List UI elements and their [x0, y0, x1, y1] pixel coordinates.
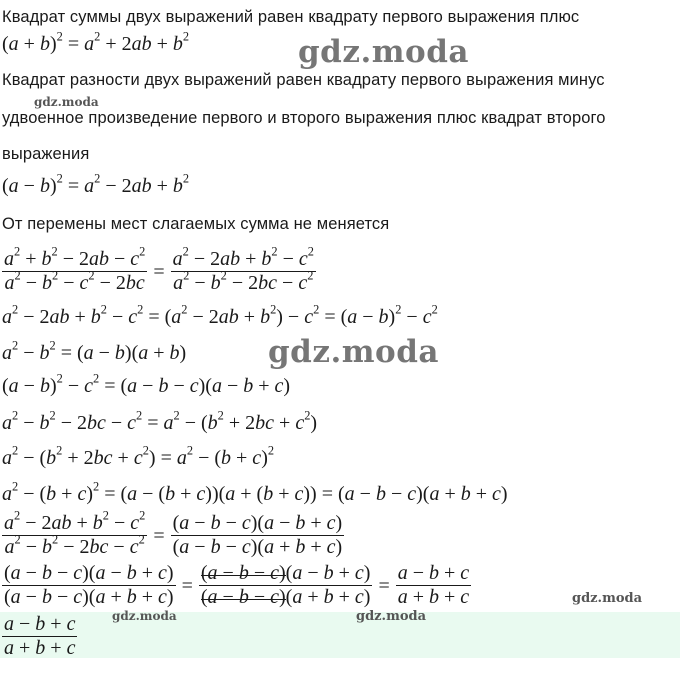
commutative-text: От перемены мест слагаемых сумма не меняется: [2, 215, 390, 233]
diff-rule-text-line1: Квадрат разности двух выражений равен квадрату первого выражения минус: [2, 71, 605, 89]
formula-step-8: $\frac{a^2 - 2ab + b^2 - c^2}{a^2 - b^2 - 2bc - c^2}$ = $\frac{(a - b - c)(a - b + c)}{(a - b - c)(a + b + c)}$: [4, 508, 343, 558]
watermark-small: gdz.moda: [112, 609, 177, 623]
formula-square-of-sum: $(a + b)^2 = a^2 + 2ab + b^2$: [2, 29, 190, 55]
formula-step-4: $(a - b)^2 - c^2 = (a - b - c)(a - b + c)$: [2, 371, 291, 397]
formula-step-9: $\frac{(a - b - c)(a - b + c)}{(a - b - c)(a + b + c)}$ = $\frac{(a - b - c)(a - b + c)}{(a - b - c)(a + b + c)}$ = $\frac{a - b + c}{a + b + c}$: [4, 562, 470, 608]
sum-rule-text: Квадрат суммы двух выражений равен квадрату первого выражения плюс: [2, 8, 580, 26]
watermark-logo: gdz.moda: [268, 334, 439, 370]
formula-step-6: $a^2 - (b^2 + 2bc + c^2) = a^2 - (b + c)^2$: [2, 443, 275, 469]
formula-square-of-difference: $(a - b)^2 = a^2 - 2ab + b^2$: [2, 171, 190, 197]
watermark-small: gdz.moda: [572, 591, 643, 606]
diff-rule-text-line3: выражения: [2, 145, 90, 163]
formula-step-2: $a^2 - 2ab + b^2 - c^2 = (a^2 - 2ab + b^2) - c^2 = (a - b)^2 - c^2$: [2, 302, 438, 328]
watermark-logo: gdz.moda: [298, 34, 469, 70]
answer-highlight: [0, 612, 680, 658]
final-answer: $\frac{a - b + c}{a + b + c}$: [4, 613, 76, 659]
watermark-small: gdz.moda: [356, 609, 427, 624]
formula-step-3: $a^2 - b^2 = (a - b)(a + b)$: [2, 338, 187, 364]
formula-step-7: $a^2 - (b + c)^2 = (a - (b + c))(a + (b + c)) = (a - b - c)(a + b + c)$: [2, 479, 508, 505]
formula-step-1: $\frac{a^2 + b^2 - 2ab - c^2}{a^2 - b^2 - c^2 - 2bc}$ = $\frac{a^2 - 2ab + b^2 - c^2}{a^2 - b^2 - 2bc - c^2}$: [4, 244, 314, 294]
formula-step-5: $a^2 - b^2 - 2bc - c^2 = a^2 - (b^2 + 2bc + c^2)$: [2, 408, 318, 434]
watermark-small: gdz.moda: [34, 95, 99, 109]
diff-rule-text-line2: удвоенное произведение первого и второго выражения плюс квадрат второго: [2, 109, 606, 127]
